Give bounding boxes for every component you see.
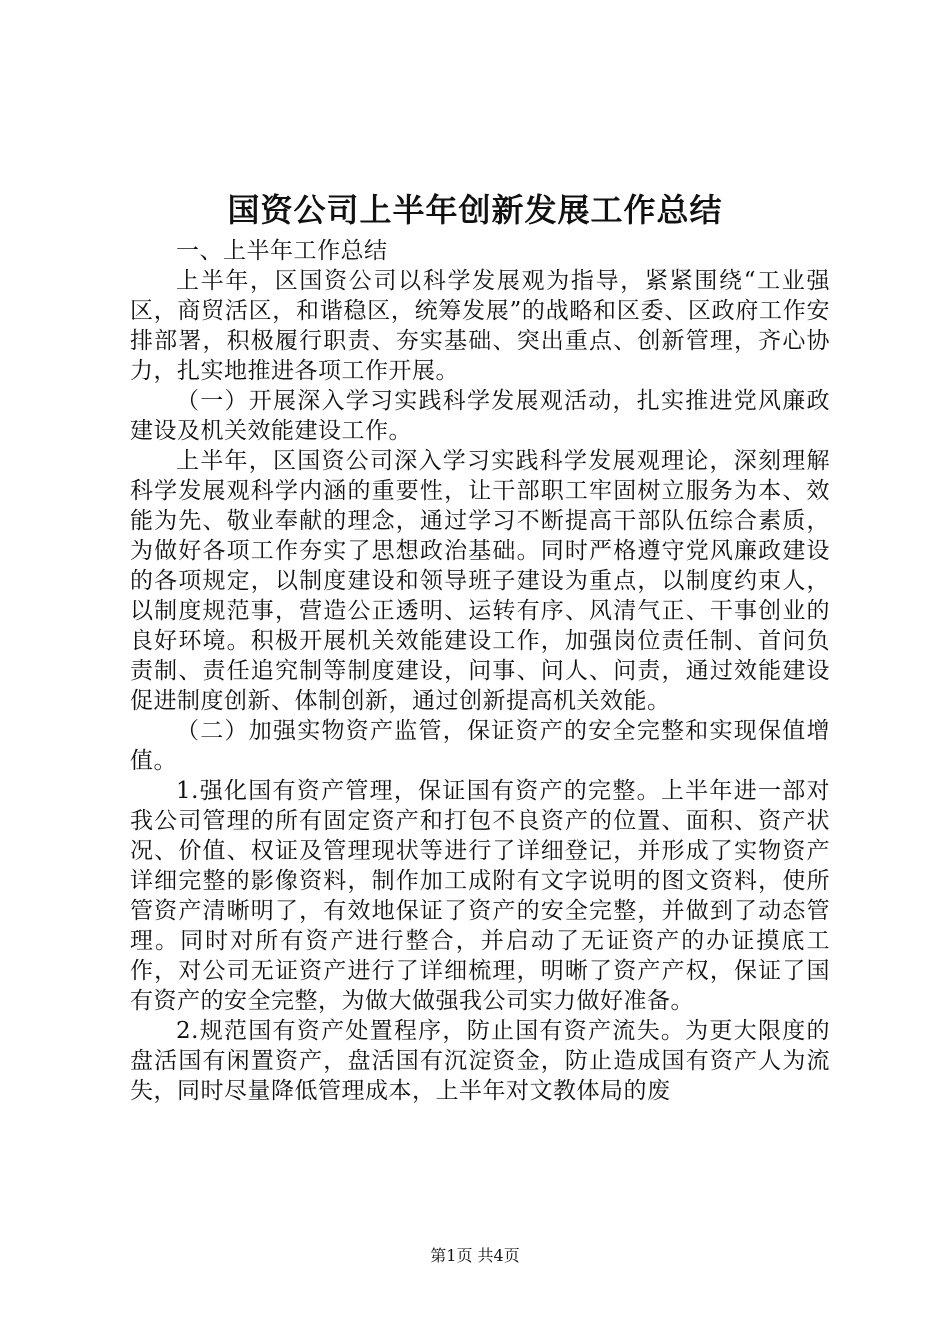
paragraph: 上半年，区国资公司以科学发展观为指导，紧紧围绕“工业强区，商贸活区，和谐稳区，统筹发展”的战略和区委、区政府工作安排部署，积极履行职责、夯实基础、突出重点、创新管理，齐心协力，扎实地推进各项工作开展。 xyxy=(130,268,830,384)
paragraph: 1.强化国有资产管理，保证国有资产的完整。上半年进一部对我公司管理的所有固定资产和打包不良资产的位置、面积、资产状况、价值、权证及管理现状等进行了详细登记，并形成了实物资产详细完整的影像资料，制作加工成附有文字说明的图文资料，使所管资产清晰明了，有效地保证了资产的安全完整，并做到了动态管理。同时对所有资产进行整合，并启动了无证资产的办证摸底工作，对公司无证资产进行了详细梳理，明晰了资产产权，保证了国有资产的安全完整，为做大做强我公司实力做好准备。 xyxy=(130,778,830,1014)
paragraph: 上半年，区国资公司深入学习实践科学发展观理论，深刻理解科学发展观科学内涵的重要性，让干部职工牢固树立服务为本、效能为先、敬业奉献的理念，通过学习不断提高干部队伍综合素质，为做好各项工作夯实了思想政治基础。同时严格遵守党风廉政建设的各项规定，以制度建设和领导班子建设为重点，以制度约束人，以制度规范事，营造公正透明、运转有序、风清气正、干事创业的良好环境。积极开展机关效能建设工作，加强岗位责任制、首问负责制、责任追究制等制度建设，问事、问人、问责，通过效能建设促进制度创新、体制创新，通过创新提高机关效能。 xyxy=(130,448,830,714)
subsection-heading: （一）开展深入学习实践科学发展观活动，扎实推进党风廉政建设及机关效能建设工作。 xyxy=(130,388,830,444)
page-footer: 第1页 共4页 xyxy=(430,1246,520,1265)
document-body xyxy=(130,236,830,1106)
section-heading: 一、上半年工作总结 xyxy=(176,238,388,264)
paragraph: 2.规范国有资产处置程序，防止国有资产流失。为更大限度的盘活国有闲置资产，盘活国有沉淀资金，防止造成国有资产人为流失，同时尽量降低管理成本，上半年对文教体局的废 xyxy=(130,1018,830,1104)
document-title: 国资公司上半年创新发展工作总结 xyxy=(227,191,723,229)
subsection-heading: （二）加强实物资产监管，保证资产的安全完整和实现保值增值。 xyxy=(130,718,830,774)
